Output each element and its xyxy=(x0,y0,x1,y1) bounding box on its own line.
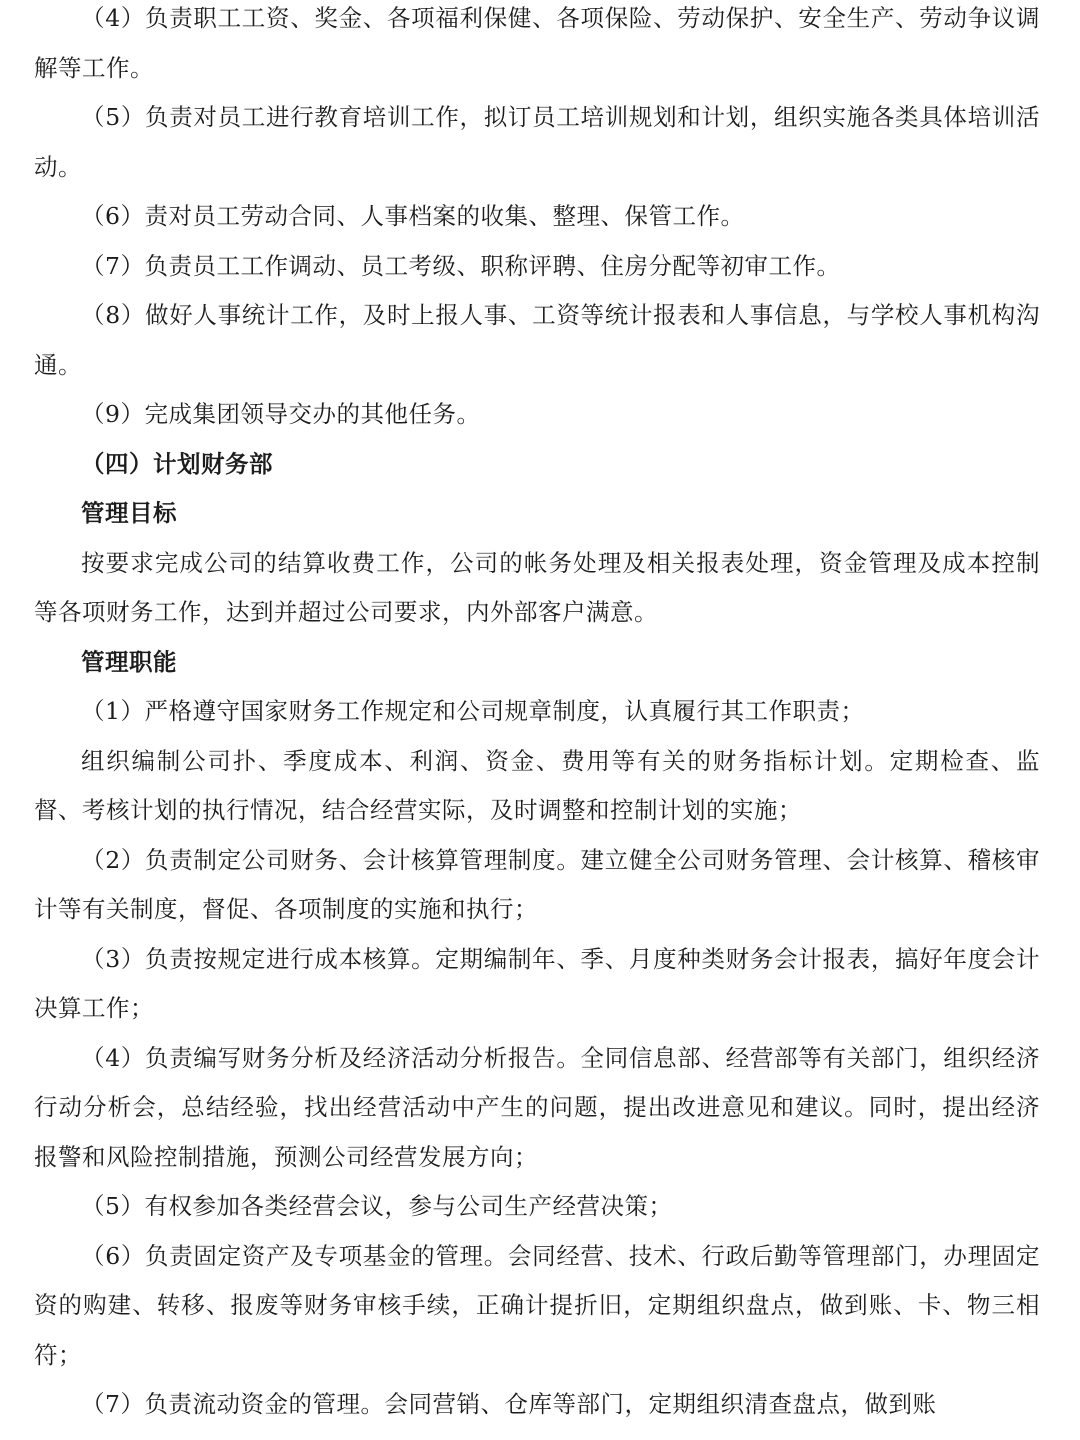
paragraph-finance-planning: 组织编制公司扑、季度成本、利润、资金、费用等有关的财务指标计划。定期检查、监督、考核计划的执行情况，结合经营实际，及时调整和控制计划的实施； xyxy=(34,746,1040,824)
paragraph-hr-duty-9: （9）完成集团领导交办的其他任务。 xyxy=(81,400,481,428)
paragraph-hr-duty-6: （6）责对员工劳动合同、人事档案的收集、整理、保管工作。 xyxy=(81,202,745,230)
paragraph-finance-duty-7: （7）负责流动资金的管理。会同营销、仓库等部门，定期组织清查盘点，做到账 xyxy=(81,1390,937,1418)
paragraph-finance-duty-3: （3）负责按规定进行成本核算。定期编制年、季、月度种类财务会计报表，搞好年度会计决算工作； xyxy=(34,944,1040,1022)
paragraph-hr-duty-4: （4）负责职工工资、奖金、各项福利保健、各项保险、劳动保护、安全生产、劳动争议调解等工作。 xyxy=(34,4,1040,82)
paragraph-finance-duty-5: （5）有权参加各类经营会议，参与公司生产经营决策； xyxy=(81,1192,673,1220)
subheading-management-function: 管理职能 xyxy=(81,647,177,676)
section-heading-finance: （四）计划财务部 xyxy=(81,449,273,478)
paragraph-finance-duty-4: （4）负责编写财务分析及经济活动分析报告。全同信息部、经营部等有关部门，组织经济行动分析会，总结经验，找出经营活动中产生的问题，提出改进意见和建议。同时，提出经济报警和风险控制措施，预测公司经营发展方向； xyxy=(34,1043,1040,1171)
paragraph-finance-duty-1: （1）严格遵守国家财务工作规定和公司规章制度，认真履行其工作职责； xyxy=(81,697,865,725)
subheading-management-goal: 管理目标 xyxy=(81,499,177,527)
paragraph-hr-duty-8: （8）做好人事统计工作，及时上报人事、工资等统计报表和人事信息，与学校人事机构沟通。 xyxy=(34,301,1040,379)
paragraph-management-goal: 按要求完成公司的结算收费工作，公司的帐务处理及相关报表处理，资金管理及成本控制等各项财务工作，达到并超过公司要求，内外部客户满意。 xyxy=(34,548,1040,626)
paragraph-hr-duty-5: （5）负责对员工进行教育培训工作，拟订员工培训规划和计划，组织实施各类具体培训活动。 xyxy=(34,103,1040,181)
paragraph-finance-duty-2: （2）负责制定公司财务、会计核算管理制度。建立健全公司财务管理、会计核算、稽核审计等有关制度，督促、各项制度的实施和执行； xyxy=(34,845,1040,923)
paragraph-hr-duty-7: （7）负责员工工作调动、员工考级、职称评聘、住房分配等初审工作。 xyxy=(81,251,841,280)
paragraph-finance-duty-6: （6）负责固定资产及专项基金的管理。会同经营、技术、行政后勤等管理部门，办理固定资的购建、转移、报废等财务审核手续，正确计提折旧，定期组织盘点，做到账、卡、物三相符； xyxy=(34,1241,1040,1369)
